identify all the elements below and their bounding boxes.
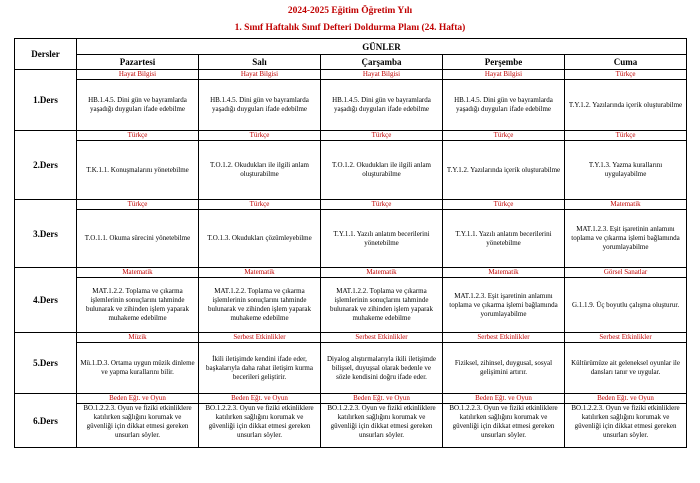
subject-label: Türkçe: [199, 200, 320, 210]
plan-cell-monday: [77, 70, 199, 131]
outcome-text: G.1.1.9. Üç boyutlu çalışma oluşturur.: [571, 300, 680, 309]
subject-label: Hayat Bilgisi: [77, 70, 198, 80]
plan-body: [15, 70, 687, 448]
lesson-row: [15, 70, 687, 131]
outcome-text: HB.1.4.5. Dini gün ve bayramlarda yaşadığı duyguları ifade edebilme: [210, 96, 309, 113]
subject-label: Serbest Etkinlikler: [565, 333, 686, 343]
outcome-text: MAT.1.2.3. Eşit işaretinin anlamını toplama ve çıkarma işlemi bağlamında yorumlayabilme: [571, 225, 680, 251]
subject-label: Türkçe: [443, 131, 564, 141]
outcome-text: BO.1.2.2.3. Oyun ve fiziki etkinliklere katılırken sağlığını korumak ve güvenliği için dikkat etmesi gereken unsurları söyler.: [205, 404, 314, 439]
plan-cell-thursday: [443, 200, 565, 268]
outcome-text: MAT.1.2.3. Eşit işaretinin anlamını toplama ve çıkarma işlemi bağlamında yorumlayabilme: [449, 291, 558, 318]
outcome-text: Kültürümüze ait geleneksel oyunlar ile dansları tanır ve uygular.: [571, 359, 680, 376]
academic-year-title: 2024-2025 Eğitim Öğretim Yılı: [287, 6, 413, 16]
subject-label: Türkçe: [77, 200, 198, 210]
subject-label: Görsel Sanatlar: [565, 268, 686, 278]
day-header-tuesday: Salı: [199, 55, 321, 70]
subject-label: Serbest Etkinlikler: [199, 333, 320, 343]
outcome-text: HB.1.4.5. Dini gün ve bayramlarda yaşadığı duyguları ifade edebilme: [88, 96, 187, 113]
subject-label: Hayat Bilgisi: [443, 70, 564, 80]
plan-cell-thursday: [443, 268, 565, 333]
plan-cell-wednesday: [321, 333, 443, 394]
subject-label: Matematik: [77, 268, 198, 278]
outcome-text: T.Y.1.3. Yazma kurallarını uygulayabilme: [588, 161, 663, 178]
lesson-row: [15, 333, 687, 394]
plan-cell-thursday: [443, 70, 565, 131]
subject-label: Türkçe: [321, 131, 442, 141]
plan-cell-wednesday: [321, 394, 443, 448]
outcome-text: BO.1.2.2.3. Oyun ve fiziki etkinliklere katılırken sağlığını korumak ve güvenliği için dikkat etmesi gereken unsurları söyler.: [449, 404, 558, 439]
subject-label: Türkçe: [321, 200, 442, 210]
plan-cell-friday: [565, 333, 687, 394]
outcome-text: Fiziksel, zihinsel, duygusal, sosyal gelişimini artırır.: [454, 359, 553, 376]
plan-cell-tuesday: [199, 268, 321, 333]
subject-label: Türkçe: [199, 131, 320, 141]
outcome-text: BO.1.2.2.3. Oyun ve fiziki etkinliklere katılırken sağlığını korumak ve güvenliği için dikkat etmesi gereken unsurları söyler.: [571, 404, 680, 439]
outcome-text: T.K.1.1. Konuşmalarını yönetebilme: [86, 165, 189, 174]
plan-cell-monday: [77, 200, 199, 268]
plan-cell-monday: [77, 268, 199, 333]
plan-cell-wednesday: [321, 70, 443, 131]
plan-cell-wednesday: [321, 268, 443, 333]
plan-cell-tuesday: [199, 333, 321, 394]
subject-label: Türkçe: [565, 70, 686, 80]
subject-label: Serbest Etkinlikler: [443, 333, 564, 343]
plan-cell-thursday: [443, 131, 565, 200]
lessons-header: Dersler: [15, 39, 77, 70]
subject-label: Türkçe: [565, 131, 686, 141]
days-group-header: GÜNLER: [77, 39, 687, 55]
lesson-row: [15, 200, 687, 268]
plan-cell-monday: [77, 333, 199, 394]
outcome-text: İkili iletişimde kendini ifade eder, başkalarıyla daha rahat iletişim kurma becerileri geliştirir.: [206, 354, 313, 381]
outcome-text: Diyalog alıştırmalarıyla ikili iletişimde bilişsel, duyuşsal olarak bedenle ve sözle kendisini doğru ifade eder.: [326, 354, 437, 381]
subject-label: Hayat Bilgisi: [199, 70, 320, 80]
outcome-text: T.Y.1.1. Yazılı anlatım becerilerini yönetebilme: [333, 229, 430, 247]
subject-label: Türkçe: [443, 200, 564, 210]
lesson-row: [15, 268, 687, 333]
outcome-text: MAT.1.2.2. Toplama ve çıkarma işlemlerinin sonuçlarını tahminde bulunarak ve zihinden işlem yaparak muhakeme edebilme: [207, 287, 312, 322]
plan-cell-friday: [565, 268, 687, 333]
subject-label: Beden Eğt. ve Oyun: [565, 394, 686, 404]
subject-label: Matematik: [443, 268, 564, 278]
day-header-monday: Pazartesi: [77, 55, 199, 70]
outcome-text: Mü.1.D.3. Ortama uygun müzik dinleme ve yapma kurallarını bilir.: [80, 359, 195, 376]
plan-cell-friday: [565, 131, 687, 200]
lesson-label: 4.Ders: [15, 268, 77, 333]
subject-label: Beden Eğt. ve Oyun: [321, 394, 442, 404]
subject-label: Matematik: [565, 200, 686, 210]
subject-label: Beden Eğt. ve Oyun: [77, 394, 198, 404]
plan-cell-monday: [77, 131, 199, 200]
outcome-text: BO.1.2.2.3. Oyun ve fiziki etkinliklere katılırken sağlığını korumak ve güvenliği için dikkat etmesi gereken unsurları söyler.: [83, 404, 192, 439]
plan-cell-thursday: [443, 394, 565, 448]
subject-label: Türkçe: [77, 131, 198, 141]
outcome-text: MAT.1.2.2. Toplama ve çıkarma işlemlerinin sonuçlarını tahminde bulunarak ve zihinden işlem yaparak muhakeme edebilme: [85, 287, 190, 322]
outcome-text: T.O.1.1. Okuma sürecini yönetebilme: [84, 234, 191, 242]
plan-cell-monday: [77, 394, 199, 448]
outcome-text: T.Y.1.2. Yazılarında içerik oluşturabilme: [568, 100, 683, 109]
day-header-thursday: Perşembe: [443, 55, 565, 70]
outcome-text: T.O.1.3. Okudukları çözümleyebilme: [207, 234, 312, 242]
plan-cell-friday: [565, 70, 687, 131]
lesson-label: 1.Ders: [15, 70, 77, 131]
plan-cell-wednesday: [321, 131, 443, 200]
plan-cell-thursday: [443, 333, 565, 394]
outcome-text: T.O.1.2. Okudukları ile ilgili anlam oluşturabilme: [331, 161, 432, 178]
subject-label: Serbest Etkinlikler: [321, 333, 442, 343]
subject-label: Müzik: [77, 333, 198, 343]
subject-label: Hayat Bilgisi: [321, 70, 442, 80]
lesson-label: 2.Ders: [15, 131, 77, 200]
day-header-wednesday: Çarşamba: [321, 55, 443, 70]
lesson-row: [15, 131, 687, 200]
lesson-label: 6.Ders: [15, 394, 77, 448]
outcome-text: HB.1.4.5. Dini gün ve bayramlarda yaşadığı duyguları ifade edebilme: [332, 96, 431, 113]
plan-cell-tuesday: [199, 394, 321, 448]
plan-cell-wednesday: [321, 200, 443, 268]
weekly-plan-table: [14, 38, 687, 448]
outcome-text: T.Y.1.2. Yazılarında içerik oluşturabilme: [446, 165, 561, 174]
outcome-text: MAT.1.2.2. Toplama ve çıkarma işlemlerinin sonuçlarını tahminde bulunarak ve zihinden işlem yaparak muhakeme edebilme: [329, 287, 434, 322]
plan-cell-tuesday: [199, 131, 321, 200]
lesson-label: 3.Ders: [15, 200, 77, 268]
plan-cell-tuesday: [199, 70, 321, 131]
outcome-text: BO.1.2.2.3. Oyun ve fiziki etkinliklere katılırken sağlığını korumak ve güvenliği için dikkat etmesi gereken unsurları söyler.: [327, 404, 436, 439]
subject-label: Beden Eğt. ve Oyun: [199, 394, 320, 404]
day-header-friday: Cuma: [565, 55, 687, 70]
lesson-label: 5.Ders: [15, 333, 77, 394]
outcome-text: T.O.1.2. Okudukları ile ilgili anlam oluşturabilme: [209, 161, 310, 178]
plan-title: 1. Sınıf Haftalık Sınıf Defteri Doldurma Planı (24. Hafta): [234, 23, 466, 33]
lesson-row: [15, 394, 687, 448]
subject-label: Beden Eğt. ve Oyun: [443, 394, 564, 404]
plan-cell-friday: [565, 394, 687, 448]
plan-cell-friday: [565, 200, 687, 268]
outcome-text: HB.1.4.5. Dini gün ve bayramlarda yaşadığı duyguları ifade edebilme: [454, 96, 553, 113]
subject-label: Matematik: [199, 268, 320, 278]
plan-cell-tuesday: [199, 200, 321, 268]
outcome-text: T.Y.1.1. Yazılı anlatım becerilerini yönetebilme: [455, 229, 552, 247]
subject-label: Matematik: [321, 268, 442, 278]
